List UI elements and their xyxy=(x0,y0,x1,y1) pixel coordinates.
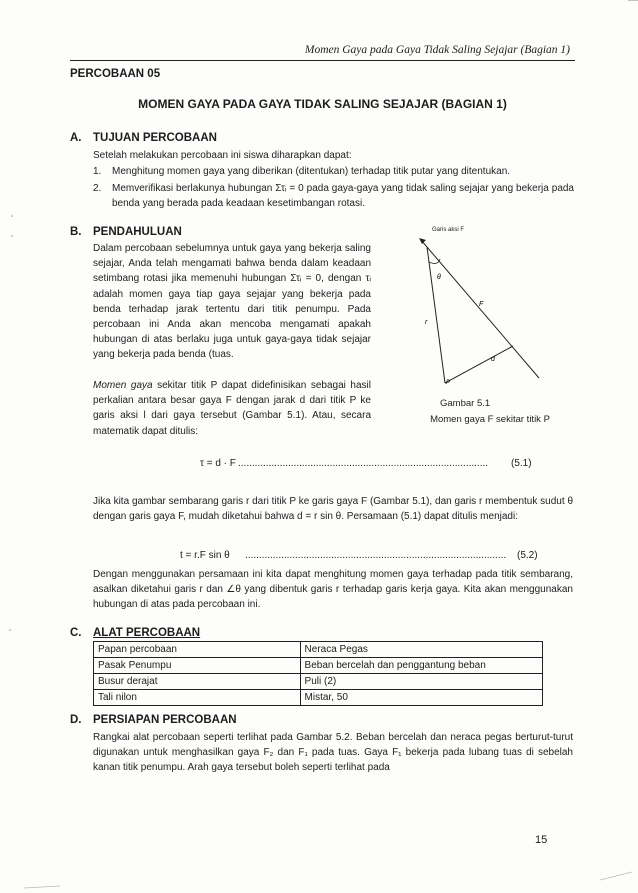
section-b-letter: B. xyxy=(70,226,82,238)
table-cell: Puli (2) xyxy=(300,674,542,690)
list-item-text: Memverifikasi berlakunya hubungan Στᵢ = 0 pada gaya-gaya yang tidak saling sejajar yang bekerja pada benda yang berada pada keadaan kesetimbangan rotasi. xyxy=(112,183,574,210)
scan-speck xyxy=(11,235,13,237)
table-cell: Pasak Penumpu xyxy=(94,658,301,674)
section-b-paragraph-4: Dengan menggunakan persamaan ini kita dapat menghitung momen gaya terhadap pada titik sembarang, asalkan diketahui garis r dan ∠θ yang dibentuk garis r terhadap garis kerja gaya. Kita akan menggunakan hubungan di atas pada percobaan ini. xyxy=(93,569,573,611)
equation-leader-dots: .......................................................................................... xyxy=(238,458,489,469)
page-number: 15 xyxy=(535,834,548,846)
d-label: d xyxy=(491,356,495,363)
f-label: F xyxy=(479,301,484,308)
scan-speck xyxy=(9,629,11,631)
page-title: MOMEN GAYA PADA GAYA TIDAK SALING SEJAJAR (BAGIAN 1) xyxy=(138,97,507,111)
equation-leader-dots: .............................................................................................. xyxy=(245,550,507,561)
section-d-heading: PERSIAPAN PERCOBAAN xyxy=(93,714,237,726)
equation-5-1: τ = d · F xyxy=(200,458,236,469)
section-a-intro: Setelah melakukan percobaan ini siswa diharapkan dapat: xyxy=(93,150,352,161)
equation-number: (5.2) xyxy=(517,550,538,561)
list-item-number: 2. xyxy=(93,183,102,194)
scan-speck xyxy=(11,215,13,217)
section-b-paragraph-3: Jika kita gambar sembarang garis r dari titik P ke garis gaya F (Gambar 5.1), dan garis r membentuk sudut θ dengan garis gaya F, mudah diketahui bahwa d = r sin θ. Persamaan (5.1) dapat ditulis menjadi: xyxy=(93,496,573,523)
scan-mark xyxy=(600,872,632,880)
table-cell: Tali nilon xyxy=(94,690,301,706)
running-header: Momen Gaya pada Gaya Tidak Saling Sejajar (Bagian 1) xyxy=(304,44,570,56)
table-cell: Mistar, 50 xyxy=(300,690,542,706)
table-cell: Papan percobaan xyxy=(94,642,301,658)
line-of-action-label: Garis aksi F xyxy=(432,227,465,233)
section-a-heading: TUJUAN PERCOBAAN xyxy=(93,132,217,144)
term-momen-gaya: Momen gaya xyxy=(93,380,153,391)
section-b-paragraph-1: Dalam percobaan sebelumnya untuk gaya yang bekerja saling sejajar, Anda telah mengamati bahwa benda dalam keadaan setimbang rotasi jika memenuhi hubungan Στᵢ = 0, dengan τᵢ adalah momen gaya tiap gaya sejajar yang bekerja pada benda terhadap jarak tertentu dari titik penumpu. Pada percobaan ini Anda akan mencoba mengamati apakah hubungan di atas berlaku juga untuk gaya-gaya tidak sejajar yang bekerja pada benda (tuas. xyxy=(93,243,371,361)
equation-number: (5.1) xyxy=(511,458,532,469)
section-d-paragraph: Rangkai alat percobaan seperti terlihat pada Gambar 5.2. Beban bercelah dan neraca pegas berturut-turut digunakan untuk menghasilkan gaya F₂ dan F₁ pada tuas. Gaya F₁ bekerja pada lubang tuas di sebelah kanan titik penumpu. Arah gaya tersebut boleh seperti terlihat pada xyxy=(93,732,573,774)
para-2-text: sekitar titik P dapat didefinisikan sebagai hasil perkalian antara besar gaya F dengan jarak d dari titik P ke garis aksi l dari gaya tersebut (Gambar 5.1). Atau, secara matematik dapat ditulis: xyxy=(93,380,371,437)
section-d-letter: D. xyxy=(70,714,82,726)
r-label: r xyxy=(425,319,428,326)
section-c-heading: ALAT PERCOBAAN xyxy=(93,627,201,639)
equation-5-2: t = r.F sin θ xyxy=(180,550,230,561)
section-c-letter: C. xyxy=(70,627,82,639)
experiment-label: PERCOBAAN 05 xyxy=(70,68,161,80)
section-a-letter: A. xyxy=(70,132,82,144)
table-cell: Beban bercelah dan penggantung beban xyxy=(300,658,542,674)
p-label: P xyxy=(446,380,451,386)
scan-mark xyxy=(24,886,60,888)
theta-label: θ xyxy=(437,274,441,281)
section-b-heading: PENDAHULUAN xyxy=(93,226,182,238)
list-item-text: Menghitung momen gaya yang diberikan (ditentukan) terhadap titik putar yang ditentukan. xyxy=(112,166,511,177)
table-cell: Neraca Pegas xyxy=(300,642,542,658)
figure-caption-number: Gambar 5.1 xyxy=(440,398,491,409)
list-item-number: 1. xyxy=(93,166,102,177)
figure-caption-text: Momen gaya F sekitar titik P xyxy=(430,414,550,425)
table-cell: Busur derajat xyxy=(94,674,301,690)
